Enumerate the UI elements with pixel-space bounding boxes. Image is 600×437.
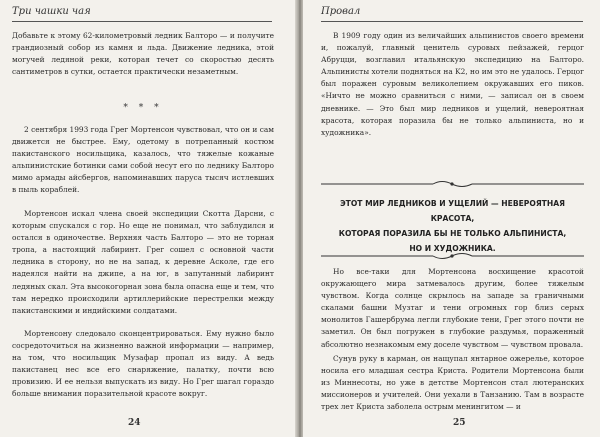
paragraph: Но все-таки для Мортенсона восхищение красотой окружающего мира затмевалось другим, более тяжелым чувством. Когда солнце скрылось на западе за граничными скалами башни Музтаг и тени огромных гор близ серых монолитов Гашербрума легли глубокие тени, Грег этого почти не заметил. Он был погружен в глубокие раздумья, пораженный абсолютно незнакомым ему доселе чувством — чувством провала.	[321, 267, 584, 349]
left-page	[0, 0, 297, 437]
ornament-top	[321, 179, 584, 189]
page-number: 24	[128, 418, 141, 428]
running-head: Три чашки чая	[12, 6, 91, 17]
header-rule	[321, 21, 583, 22]
header-rule	[12, 21, 272, 22]
pull-quote	[321, 179, 584, 261]
paragraph: В 1909 году один из величайших альпинистов своего времени и, пожалуй, главный ценитель суровых пейзажей, герцог Абруцци, возглавил итальянскую экспедицию на Балторо. Альпинисты хотели подняться на K2, но им это не удалось. Герцог был поражен суровым великолепием окружавших его пиков. «Ничто не можно сравниться с ними, — записал он в своем дневнике. — Это был мир ледников и ущелий, невероятная красота, которая поразила бы не только альпиниста, но и художника».	[321, 31, 584, 137]
ornament-bottom	[321, 251, 584, 261]
paragraph: Мортенсону следовало сконцентрироваться. Ему нужно было сосредоточиться на жизненно важной информации — например, на том, что носильщик Музафар пропал из виду. А ведь пакистанец нес все его снаряжение, палатку, почти всю провизию. И ее нельзя выпускать из виду. Но Грег шагал гораздо больше внимания поразительной красоте вокруг.	[12, 329, 274, 399]
pull-quote-line: ЭТОТ МИР ЛЕДНИКОВ И УЩЕЛИЙ — НЕВЕРОЯТНАЯ КРАСОТА,	[340, 199, 565, 223]
paragraph: Добавьте к этому 62-километровый ледник Балторо — и получите грандиозный собор из камня и льда. Движение ледника, этой могучей ледяной реки, которая течет со скоростью десять сантиметров в сутки, остается практически незаметным.	[12, 31, 274, 77]
running-head: Провал	[321, 6, 361, 17]
right-page	[303, 0, 600, 437]
paragraph: 2 сентября 1993 года Грег Мортенсон чувствовал, что он и сам движется не быстрее. Ему, одетому в потрепанный костюм пакистанского носильщика, казалось, что тяжелые кожаные альпинистские ботинки сами собой несут его по леднику Балторо мимо армады айсбергов, напоминавших паруса тысяч истлевших в пыль кораблей.	[12, 125, 274, 195]
paragraph: Сунув руку в карман, он нащупал янтарное ожерелье, которое носила его младшая сестра Криста. Родители Мортенсона были из Миннесоты, но уже в детстве Мортенсон стал лютеранских миссионеров и учителей. Они уехали в Танзанию. Там в возрасте трех лет Криста заболела острым менингитом — и	[321, 354, 584, 412]
page-number: 25	[453, 418, 466, 428]
pull-quote-line: НО И ХУДОЖНИКА.	[409, 244, 496, 253]
paragraph: Мортенсон искал члена своей экспедиции Скотта Дарсни, с которым спускался с гор. Но еще не понимал, что заблудился и остался в одиночестве. Верхняя часть Балторо — это не торная тропа, а настоящий лабиринт. Грег сошел с основной части ледника в сторону, но не на запад, к деревне Асколе, где его надеялся найти на джипе, а на юг, в запутанный лабиринт ледяных скал. Эта высокогорная зона была опасна еще и тем, что там нередко происходили артиллерийские перестрелки между пакистанскими и индийскими солдатами.	[12, 209, 274, 315]
pull-quote-line: КОТОРАЯ ПОРАЗИЛА БЫ НЕ ТОЛЬКО АЛЬПИНИСТА,	[338, 229, 567, 238]
section-separator: * * *	[123, 103, 163, 113]
pull-quote-text	[327, 196, 578, 256]
